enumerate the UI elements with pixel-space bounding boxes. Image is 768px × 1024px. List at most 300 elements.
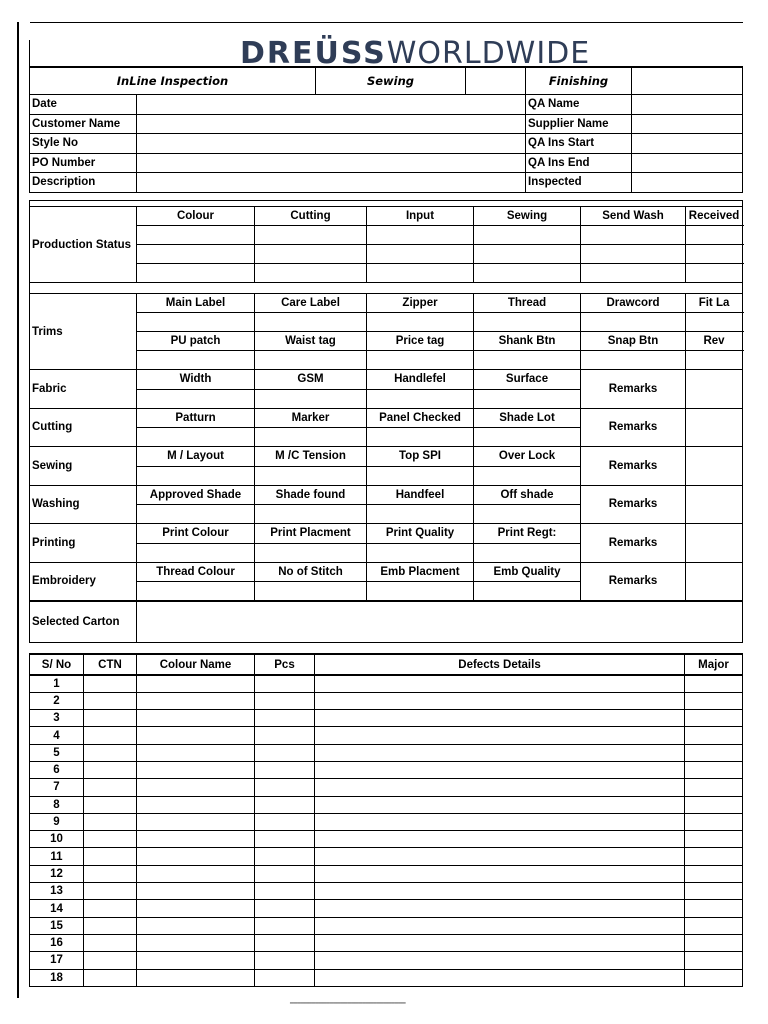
check-section-label: Embroidery: [30, 562, 137, 601]
defects-row: [30, 934, 743, 951]
defects-row: [30, 969, 743, 986]
check-item-label: Print Placment: [255, 524, 367, 544]
defects-cell[interactable]: [685, 865, 743, 882]
trims-item-label: Thread: [474, 294, 581, 313]
production-cell[interactable]: [367, 264, 474, 283]
defects-cell[interactable]: [685, 727, 743, 744]
defects-cell[interactable]: [685, 952, 743, 969]
defects-row: [30, 761, 743, 778]
defects-row-number: 9: [30, 813, 84, 830]
defects-cell[interactable]: [315, 727, 685, 744]
check-value-cell[interactable]: [255, 582, 367, 601]
check-item-label: Approved Shade: [137, 485, 255, 505]
defects-col-header: CTN: [84, 654, 137, 675]
check-header-row: [30, 408, 743, 428]
info-label-right: Inspected: [526, 173, 632, 193]
defects-cell[interactable]: [685, 934, 743, 951]
defects-cell[interactable]: [685, 761, 743, 778]
check-value-cell[interactable]: [367, 505, 474, 524]
info-value-right[interactable]: [632, 95, 743, 115]
defects-cell[interactable]: [84, 796, 137, 813]
info-value-right[interactable]: [632, 153, 743, 173]
defects-cell[interactable]: [685, 831, 743, 848]
defects-row: [30, 727, 743, 744]
defects-row: [30, 848, 743, 865]
trims-item-label: Drawcord: [581, 294, 686, 313]
remarks-label: Remarks: [581, 485, 686, 524]
check-value-cell[interactable]: [367, 582, 474, 601]
remarks-value[interactable]: [686, 524, 743, 563]
trims-value-cell[interactable]: [255, 351, 367, 370]
info-row: [30, 95, 743, 115]
defects-cell[interactable]: [255, 761, 315, 778]
defects-col-header: Pcs: [255, 654, 315, 675]
remarks-label: Remarks: [581, 370, 686, 409]
check-item-label: Shade found: [255, 485, 367, 505]
remarks-label: Remarks: [581, 408, 686, 447]
production-cell[interactable]: [137, 226, 255, 245]
spacer-cell: [30, 283, 743, 294]
title-sewing: Sewing: [316, 67, 466, 95]
defects-row-number: 6: [30, 761, 84, 778]
defects-row-number: 13: [30, 883, 84, 900]
check-header-row: [30, 370, 743, 390]
production-header-row: [30, 207, 743, 226]
defects-cell[interactable]: [685, 692, 743, 709]
remarks-value[interactable]: [686, 485, 743, 524]
defects-row-number: 16: [30, 934, 84, 951]
defects-cell[interactable]: [84, 831, 137, 848]
check-section-label: Cutting: [30, 408, 137, 447]
defects-cell[interactable]: [315, 934, 685, 951]
trims-value-row: [30, 313, 743, 332]
production-cell[interactable]: [367, 226, 474, 245]
production-cell[interactable]: [255, 245, 367, 264]
remarks-value[interactable]: [686, 447, 743, 486]
defects-cell[interactable]: [685, 796, 743, 813]
check-item-label: No of Stitch: [255, 562, 367, 582]
production-cell[interactable]: [255, 226, 367, 245]
defects-cell[interactable]: [255, 934, 315, 951]
defects-cell[interactable]: [255, 969, 315, 986]
defects-cell[interactable]: [137, 779, 255, 796]
defects-row: [30, 900, 743, 917]
trims-item-label: Price tag: [367, 332, 474, 351]
defects-cell[interactable]: [137, 692, 255, 709]
defects-cell[interactable]: [137, 727, 255, 744]
defects-row-number: 12: [30, 865, 84, 882]
check-item-label: Panel Checked: [367, 408, 474, 428]
check-item-label: Emb Quality: [474, 562, 581, 582]
defects-cell[interactable]: [255, 779, 315, 796]
info-value-left[interactable]: [137, 95, 526, 115]
defects-row: [30, 865, 743, 882]
production-cell[interactable]: [137, 245, 255, 264]
defects-cell[interactable]: [137, 761, 255, 778]
check-item-label: Emb Placment: [367, 562, 474, 582]
info-value-left[interactable]: [137, 153, 526, 173]
defects-col-header: Defects Details: [315, 654, 685, 675]
checks-table: [29, 200, 743, 643]
page-left-border: [17, 22, 19, 998]
production-row: [30, 226, 743, 245]
info-label-left: Style No: [30, 134, 137, 154]
info-value-right[interactable]: [632, 173, 743, 193]
trims-header-row: [30, 332, 743, 351]
defects-row-number: 18: [30, 969, 84, 986]
check-item-label: Marker: [255, 408, 367, 428]
trims-value-cell[interactable]: [137, 351, 255, 370]
check-item-label: M /C Tension: [255, 447, 367, 467]
trims-value-cell[interactable]: [137, 313, 255, 332]
footer-mark: ━━━━━━━━━━━━━━━━━━━━━━━━━━━━━━━━: [290, 1001, 406, 1007]
defects-cell[interactable]: [685, 813, 743, 830]
defects-cell[interactable]: [84, 883, 137, 900]
check-item-label: Width: [137, 370, 255, 390]
production-col-header: Received: [686, 207, 743, 226]
remarks-value[interactable]: [686, 370, 743, 409]
remarks-value[interactable]: [686, 562, 743, 601]
defects-cell[interactable]: [315, 883, 685, 900]
info-label-left: Customer Name: [30, 114, 137, 134]
info-row: [30, 153, 743, 173]
production-cell[interactable]: [367, 245, 474, 264]
defects-cell[interactable]: [255, 831, 315, 848]
defects-cell[interactable]: [137, 796, 255, 813]
info-value-left[interactable]: [137, 114, 526, 134]
defects-cell[interactable]: [255, 675, 315, 692]
trims-item-label: Shank Btn: [474, 332, 581, 351]
production-cell[interactable]: [686, 226, 743, 245]
check-item-label: Print Regt:: [474, 524, 581, 544]
defects-row-number: 11: [30, 848, 84, 865]
trims-header-row: [30, 294, 743, 313]
production-cell[interactable]: [474, 264, 581, 283]
defects-cell[interactable]: [315, 813, 685, 830]
defects-cell[interactable]: [84, 969, 137, 986]
trims-value-cell[interactable]: [474, 351, 581, 370]
defects-table: [29, 653, 743, 987]
check-item-label: Print Colour: [137, 524, 255, 544]
check-value-cell[interactable]: [137, 582, 255, 601]
check-item-label: Handfeel: [367, 485, 474, 505]
info-label-right: QA Name: [526, 95, 632, 115]
defects-row: [30, 917, 743, 934]
info-value-left[interactable]: [137, 134, 526, 154]
defects-cell[interactable]: [255, 848, 315, 865]
trims-item-label: PU patch: [137, 332, 255, 351]
check-value-cell[interactable]: [255, 505, 367, 524]
header-table: [29, 22, 743, 193]
defects-row: [30, 831, 743, 848]
defects-cell[interactable]: [137, 969, 255, 986]
info-label-right: QA Ins Start: [526, 134, 632, 154]
info-label-right: QA Ins End: [526, 153, 632, 173]
defects-cell[interactable]: [255, 727, 315, 744]
check-header-row: [30, 447, 743, 467]
defects-cell[interactable]: [315, 779, 685, 796]
trims-item-label: Fit La: [686, 294, 743, 313]
check-value-cell[interactable]: [474, 543, 581, 562]
production-cell[interactable]: [686, 245, 743, 264]
defects-cell[interactable]: [255, 865, 315, 882]
defects-cell[interactable]: [315, 969, 685, 986]
production-col-header: Send Wash: [581, 207, 686, 226]
defects-cell[interactable]: [255, 813, 315, 830]
production-cell[interactable]: [686, 264, 743, 283]
defects-cell[interactable]: [685, 779, 743, 796]
check-item-label: Print Quality: [367, 524, 474, 544]
production-cell[interactable]: [581, 264, 686, 283]
defects-cell[interactable]: [84, 900, 137, 917]
check-item-label: Handlefel: [367, 370, 474, 390]
defects-col-header: S/ No: [30, 654, 84, 675]
defects-cell[interactable]: [84, 761, 137, 778]
defects-cell[interactable]: [84, 710, 137, 727]
defects-cell[interactable]: [685, 969, 743, 986]
defects-row: [30, 710, 743, 727]
info-row: [30, 114, 743, 134]
trims-item-label: Main Label: [137, 294, 255, 313]
logo-brand-worldwide: WORLDWIDE: [386, 36, 591, 71]
check-value-cell[interactable]: [367, 466, 474, 485]
defects-row: [30, 796, 743, 813]
info-row: [30, 134, 743, 154]
production-cell[interactable]: [255, 264, 367, 283]
defects-cell[interactable]: [685, 883, 743, 900]
defects-row: [30, 813, 743, 830]
defects-cell[interactable]: [137, 848, 255, 865]
defects-cell[interactable]: [84, 744, 137, 761]
check-value-cell[interactable]: [474, 582, 581, 601]
check-item-label: Patturn: [137, 408, 255, 428]
defects-cell[interactable]: [255, 900, 315, 917]
defects-cell[interactable]: [84, 952, 137, 969]
defects-cell[interactable]: [315, 865, 685, 882]
trims-value-cell[interactable]: [581, 313, 686, 332]
defects-col-header: Major: [685, 654, 743, 675]
trims-item-label: Snap Btn: [581, 332, 686, 351]
defects-cell[interactable]: [84, 934, 137, 951]
trims-item-label: Waist tag: [255, 332, 367, 351]
defects-cell[interactable]: [255, 692, 315, 709]
check-section-label: Sewing: [30, 447, 137, 486]
check-header-row: [30, 524, 743, 544]
defects-cell[interactable]: [137, 831, 255, 848]
defects-cell[interactable]: [137, 675, 255, 692]
trims-value-row: [30, 351, 743, 370]
defects-cell[interactable]: [84, 813, 137, 830]
check-value-cell[interactable]: [255, 543, 367, 562]
production-col-header: Sewing: [474, 207, 581, 226]
defects-cell[interactable]: [137, 710, 255, 727]
defects-row-number: 2: [30, 692, 84, 709]
defects-cell[interactable]: [137, 900, 255, 917]
defects-cell[interactable]: [685, 900, 743, 917]
check-value-cell[interactable]: [137, 389, 255, 408]
info-label-left: Date: [30, 95, 137, 115]
check-item-label: Surface: [474, 370, 581, 390]
production-cell[interactable]: [474, 226, 581, 245]
defects-cell[interactable]: [315, 796, 685, 813]
defects-cell[interactable]: [137, 744, 255, 761]
defects-cell[interactable]: [84, 917, 137, 934]
defects-header-row: [30, 654, 743, 675]
defects-cell[interactable]: [84, 692, 137, 709]
check-item-label: Shade Lot: [474, 408, 581, 428]
title-spacer: [466, 67, 526, 95]
defects-row-number: 1: [30, 675, 84, 692]
logo-brand: DREÜSS: [240, 36, 387, 71]
title-finishing: Finishing: [526, 67, 632, 95]
defects-cell[interactable]: [685, 675, 743, 692]
defects-row: [30, 744, 743, 761]
defects-row: [30, 883, 743, 900]
check-item-label: Off shade: [474, 485, 581, 505]
check-value-cell[interactable]: [474, 466, 581, 485]
defects-cell[interactable]: [315, 848, 685, 865]
defects-cell[interactable]: [315, 692, 685, 709]
defects-row: [30, 779, 743, 796]
defects-row-number: 17: [30, 952, 84, 969]
check-section-label: Fabric: [30, 370, 137, 409]
production-row: [30, 245, 743, 264]
check-value-cell[interactable]: [474, 505, 581, 524]
check-value-cell[interactable]: [255, 466, 367, 485]
remarks-value[interactable]: [686, 408, 743, 447]
check-item-label: GSM: [255, 370, 367, 390]
defects-cell[interactable]: [685, 848, 743, 865]
defects-cell[interactable]: [137, 952, 255, 969]
defects-cell[interactable]: [315, 675, 685, 692]
check-item-label: Thread Colour: [137, 562, 255, 582]
remarks-label: Remarks: [581, 447, 686, 486]
check-item-label: Over Lock: [474, 447, 581, 467]
defects-cell[interactable]: [137, 917, 255, 934]
defects-cell[interactable]: [84, 779, 137, 796]
selected-carton-label: Selected Carton: [30, 601, 137, 643]
info-label-right: Supplier Name: [526, 114, 632, 134]
trims-item-label: Rev: [686, 332, 743, 351]
check-value-cell[interactable]: [137, 543, 255, 562]
selected-carton-row: [30, 601, 743, 643]
remarks-label: Remarks: [581, 562, 686, 601]
production-cell[interactable]: [137, 264, 255, 283]
trims-value-cell[interactable]: [255, 313, 367, 332]
check-value-cell[interactable]: [137, 505, 255, 524]
check-value-cell[interactable]: [137, 428, 255, 447]
info-row: [30, 173, 743, 193]
defects-cell[interactable]: [84, 848, 137, 865]
check-value-cell[interactable]: [367, 428, 474, 447]
defects-cell[interactable]: [255, 744, 315, 761]
defects-cell[interactable]: [137, 865, 255, 882]
defects-cell[interactable]: [137, 813, 255, 830]
spacer-row: [30, 283, 743, 294]
defects-row-number: 10: [30, 831, 84, 848]
check-value-cell[interactable]: [137, 466, 255, 485]
check-item-label: M / Layout: [137, 447, 255, 467]
defects-row-number: 8: [30, 796, 84, 813]
info-value-left[interactable]: [137, 173, 526, 193]
trims-label: Trims: [30, 294, 137, 370]
defects-cell[interactable]: [315, 744, 685, 761]
check-value-cell[interactable]: [255, 428, 367, 447]
defects-cell[interactable]: [685, 710, 743, 727]
remarks-label: Remarks: [581, 524, 686, 563]
defects-row-number: 15: [30, 917, 84, 934]
production-status-label: Production Status: [30, 207, 137, 283]
defects-cell[interactable]: [315, 831, 685, 848]
defects-cell[interactable]: [84, 675, 137, 692]
defects-cell[interactable]: [315, 952, 685, 969]
defects-cell[interactable]: [315, 761, 685, 778]
defects-cell[interactable]: [255, 796, 315, 813]
defects-col-header: Colour Name: [137, 654, 255, 675]
defects-cell[interactable]: [84, 865, 137, 882]
defects-cell[interactable]: [84, 727, 137, 744]
defects-row-number: 7: [30, 779, 84, 796]
check-value-cell[interactable]: [474, 389, 581, 408]
defects-cell[interactable]: [685, 917, 743, 934]
title-blank: [632, 67, 743, 95]
trims-value-cell[interactable]: [367, 351, 474, 370]
defects-row: [30, 675, 743, 692]
production-col-header: Cutting: [255, 207, 367, 226]
selected-carton-value[interactable]: [137, 601, 743, 643]
production-cell[interactable]: [581, 226, 686, 245]
defects-row: [30, 952, 743, 969]
production-cell[interactable]: [474, 245, 581, 264]
trims-item-label: Zipper: [367, 294, 474, 313]
defects-cell[interactable]: [137, 934, 255, 951]
check-value-cell[interactable]: [255, 389, 367, 408]
defects-cell[interactable]: [137, 883, 255, 900]
check-section-label: Washing: [30, 485, 137, 524]
info-value-right[interactable]: [632, 114, 743, 134]
trims-value-cell[interactable]: [686, 351, 743, 370]
defects-cell[interactable]: [315, 900, 685, 917]
defects-cell[interactable]: [255, 917, 315, 934]
info-value-right[interactable]: [632, 134, 743, 154]
title-inline-inspection: InLine Inspection: [30, 67, 316, 95]
info-label-left: PO Number: [30, 153, 137, 173]
production-cell[interactable]: [581, 245, 686, 264]
defects-row: [30, 692, 743, 709]
defects-cell[interactable]: [315, 710, 685, 727]
trims-value-cell[interactable]: [581, 351, 686, 370]
defects-cell[interactable]: [255, 883, 315, 900]
defects-cell[interactable]: [255, 952, 315, 969]
defects-cell[interactable]: [255, 710, 315, 727]
trims-value-cell[interactable]: [474, 313, 581, 332]
defects-cell[interactable]: [315, 917, 685, 934]
defects-row-number: 5: [30, 744, 84, 761]
trims-value-cell[interactable]: [367, 313, 474, 332]
check-section-label: Printing: [30, 524, 137, 563]
defects-row-number: 4: [30, 727, 84, 744]
production-row: [30, 264, 743, 283]
check-value-cell[interactable]: [367, 543, 474, 562]
trims-value-cell[interactable]: [686, 313, 743, 332]
check-header-row: [30, 485, 743, 505]
check-header-row: [30, 562, 743, 582]
info-label-left: Description: [30, 173, 137, 193]
check-value-cell[interactable]: [474, 428, 581, 447]
check-value-cell[interactable]: [367, 389, 474, 408]
defects-row-number: 3: [30, 710, 84, 727]
defects-cell[interactable]: [685, 744, 743, 761]
